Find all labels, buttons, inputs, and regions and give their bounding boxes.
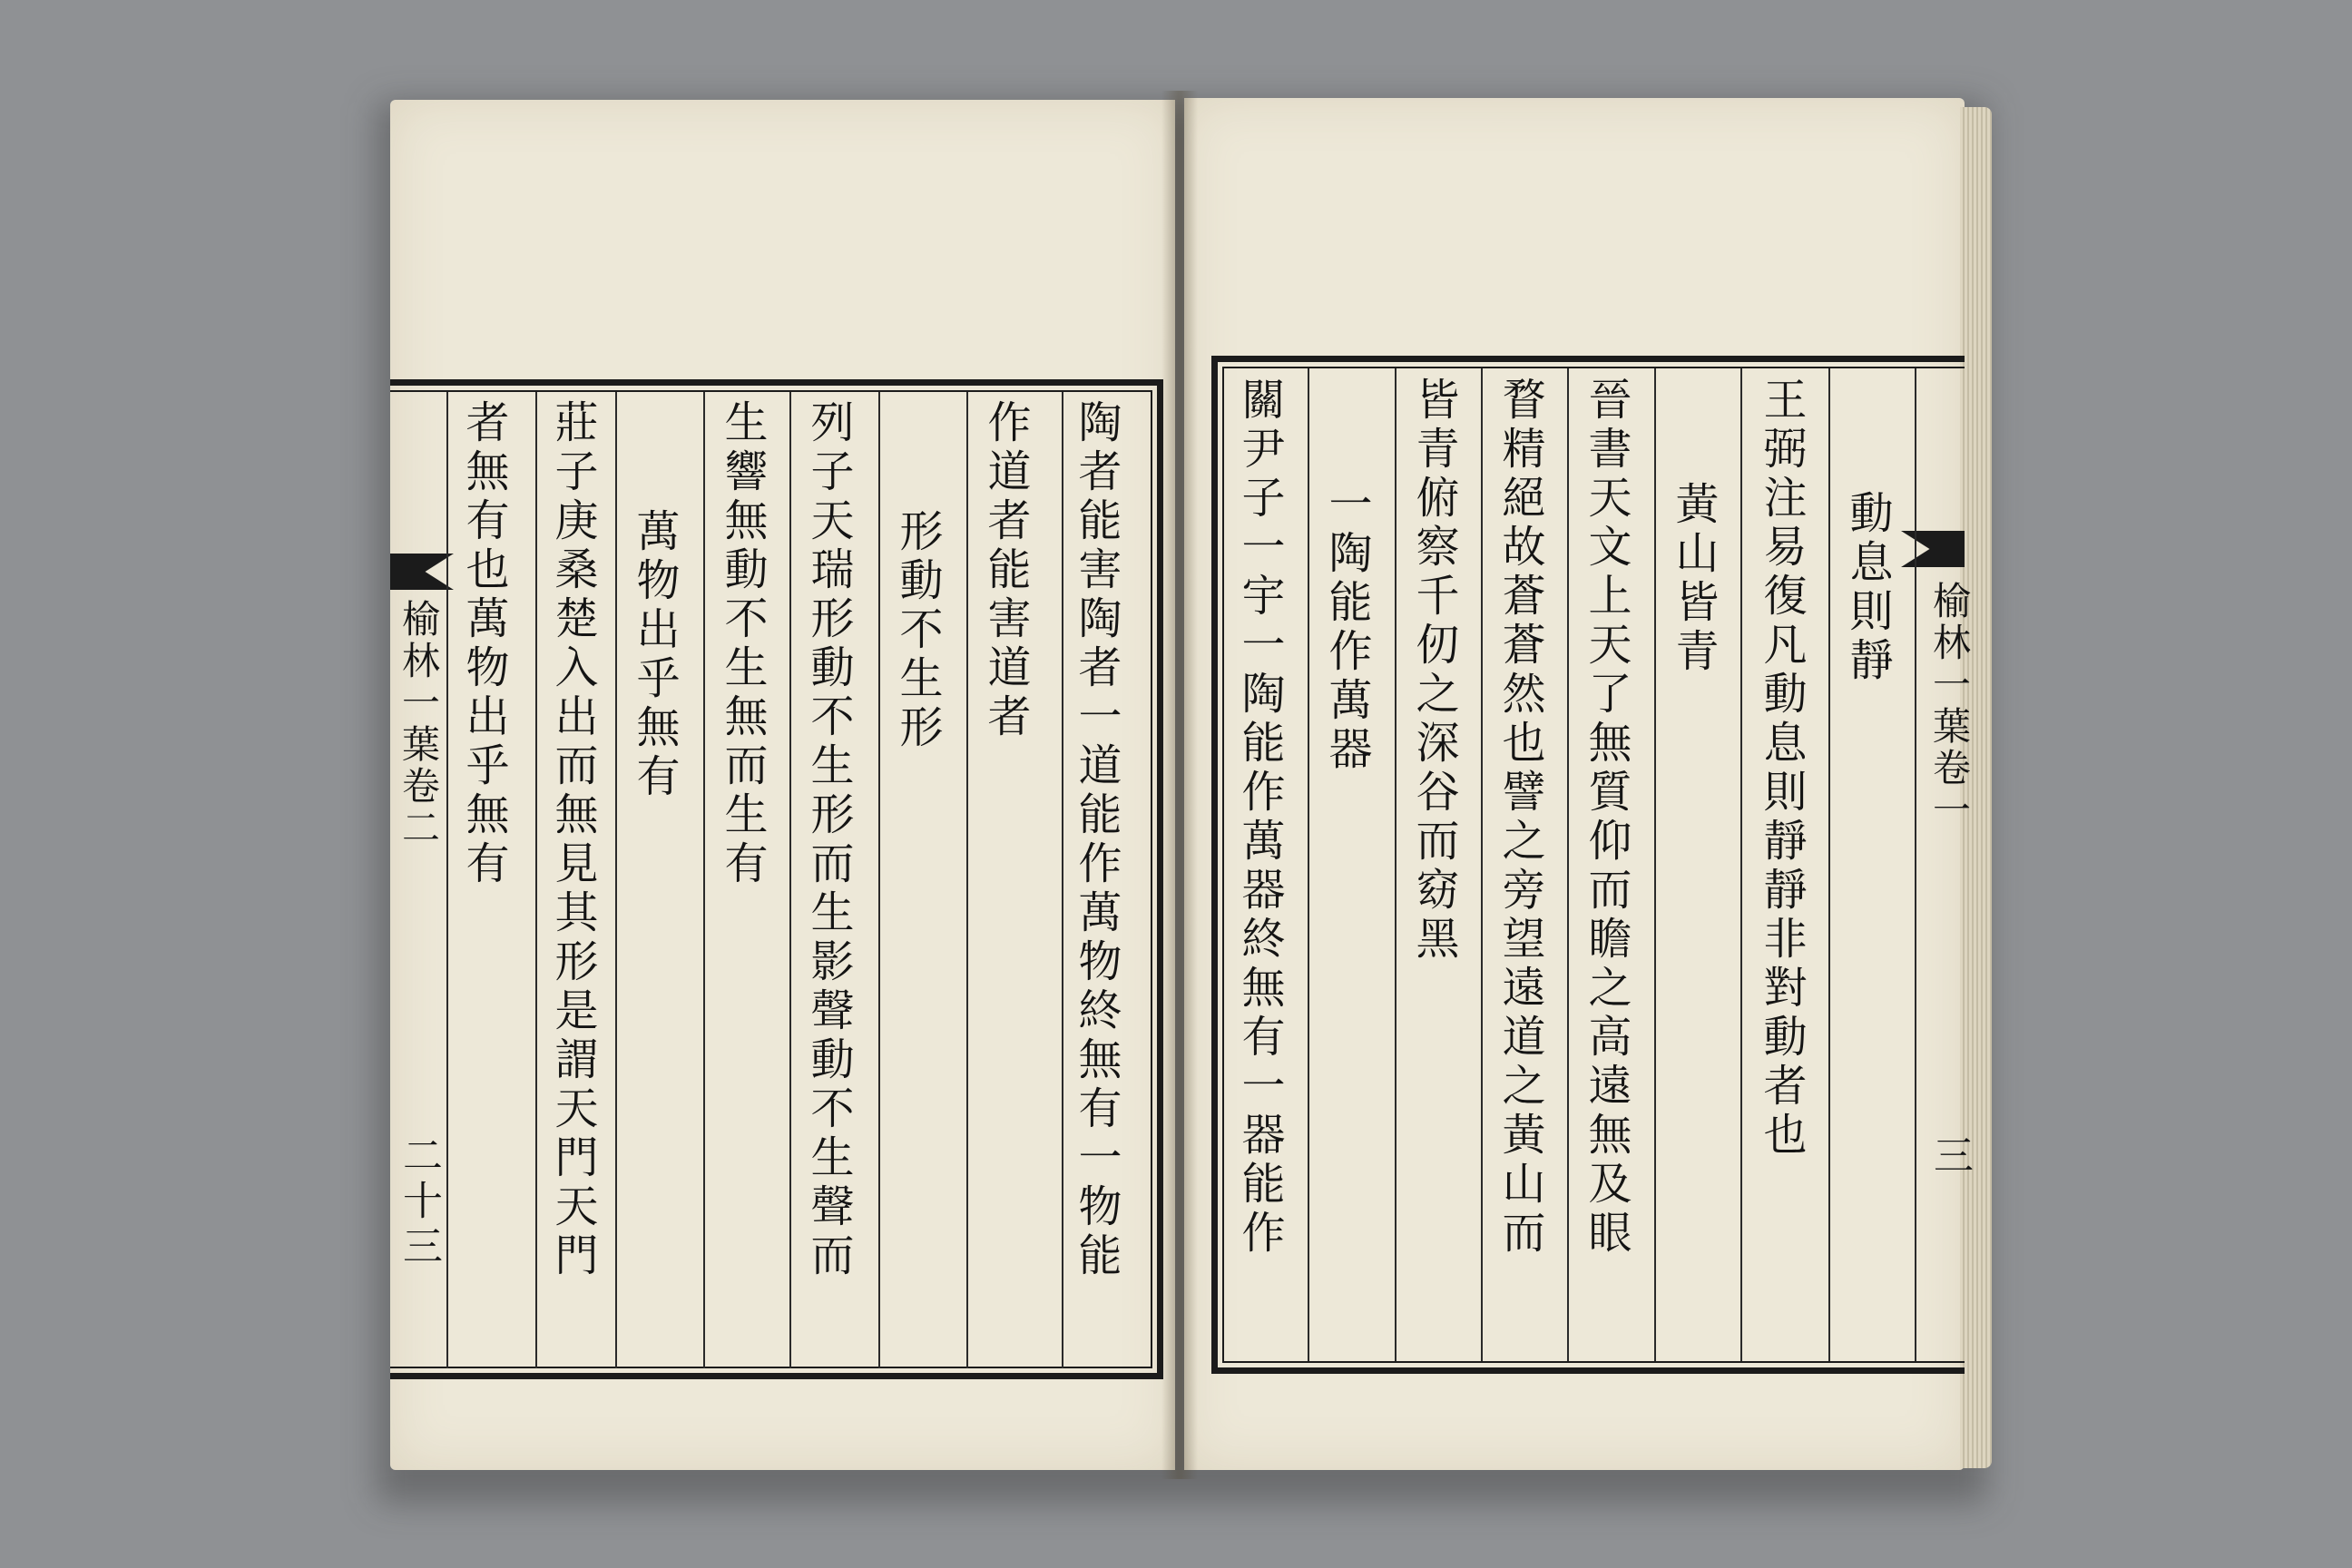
text-column: 黃山皆青	[1668, 481, 1719, 677]
column-rule	[446, 392, 448, 1368]
column-rule	[1395, 368, 1396, 1361]
column-rule	[1740, 368, 1742, 1361]
column-rule	[615, 392, 617, 1368]
column-rule	[878, 392, 880, 1368]
margin-title: 榆林一葉卷一	[1927, 581, 1972, 831]
column-rule	[1062, 392, 1063, 1368]
text-column: 列子天瑞形動不生形而生影聲動不生聲而	[803, 399, 854, 1281]
column-rule	[535, 392, 537, 1368]
text-column: 瞀精絕故蒼蒼然也譬之旁望遠道之黃山而	[1494, 377, 1545, 1259]
column-rule	[1308, 368, 1309, 1361]
text-column: 陶者能害陶者一道能作萬物終無有一物能	[1071, 399, 1122, 1281]
text-column: 形動不生形	[892, 508, 943, 753]
text-column: 動息則靜	[1842, 490, 1893, 686]
column-rule	[1654, 368, 1656, 1361]
text-column: 萬物出乎無有	[629, 508, 680, 802]
column-rule	[789, 392, 791, 1368]
column-rule	[1567, 368, 1569, 1361]
text-column: 晉書天文上天了無質仰而瞻之高遠無及眼	[1581, 377, 1632, 1259]
column-rule	[1915, 368, 1916, 1361]
text-column: 關尹子一宇一陶能作萬器終無有一器能作	[1234, 377, 1285, 1259]
book-gutter	[1161, 91, 1198, 1479]
text-column: 皆青俯察千仞之深谷而窈黑	[1408, 377, 1459, 965]
page-number: 三	[1926, 1134, 1973, 1180]
text-column: 一陶能作萬器	[1321, 481, 1372, 775]
margin-title: 榆林一葉卷二	[397, 599, 441, 849]
text-column: 莊子庚桑楚入出而無見其形是謂天門天門	[547, 399, 598, 1281]
text-column: 者無有也萬物出乎無有	[458, 399, 509, 889]
text-column: 生響無動不生無而生有	[717, 399, 768, 889]
page-number: 二十三	[396, 1134, 442, 1270]
column-rule	[966, 392, 968, 1368]
column-rule	[1481, 368, 1483, 1361]
text-column: 作道者能害道者	[980, 399, 1031, 742]
column-rule	[703, 392, 705, 1368]
column-rule	[1828, 368, 1830, 1361]
text-column: 王弼注易復凡動息則靜靜非對動者也	[1756, 377, 1807, 1161]
